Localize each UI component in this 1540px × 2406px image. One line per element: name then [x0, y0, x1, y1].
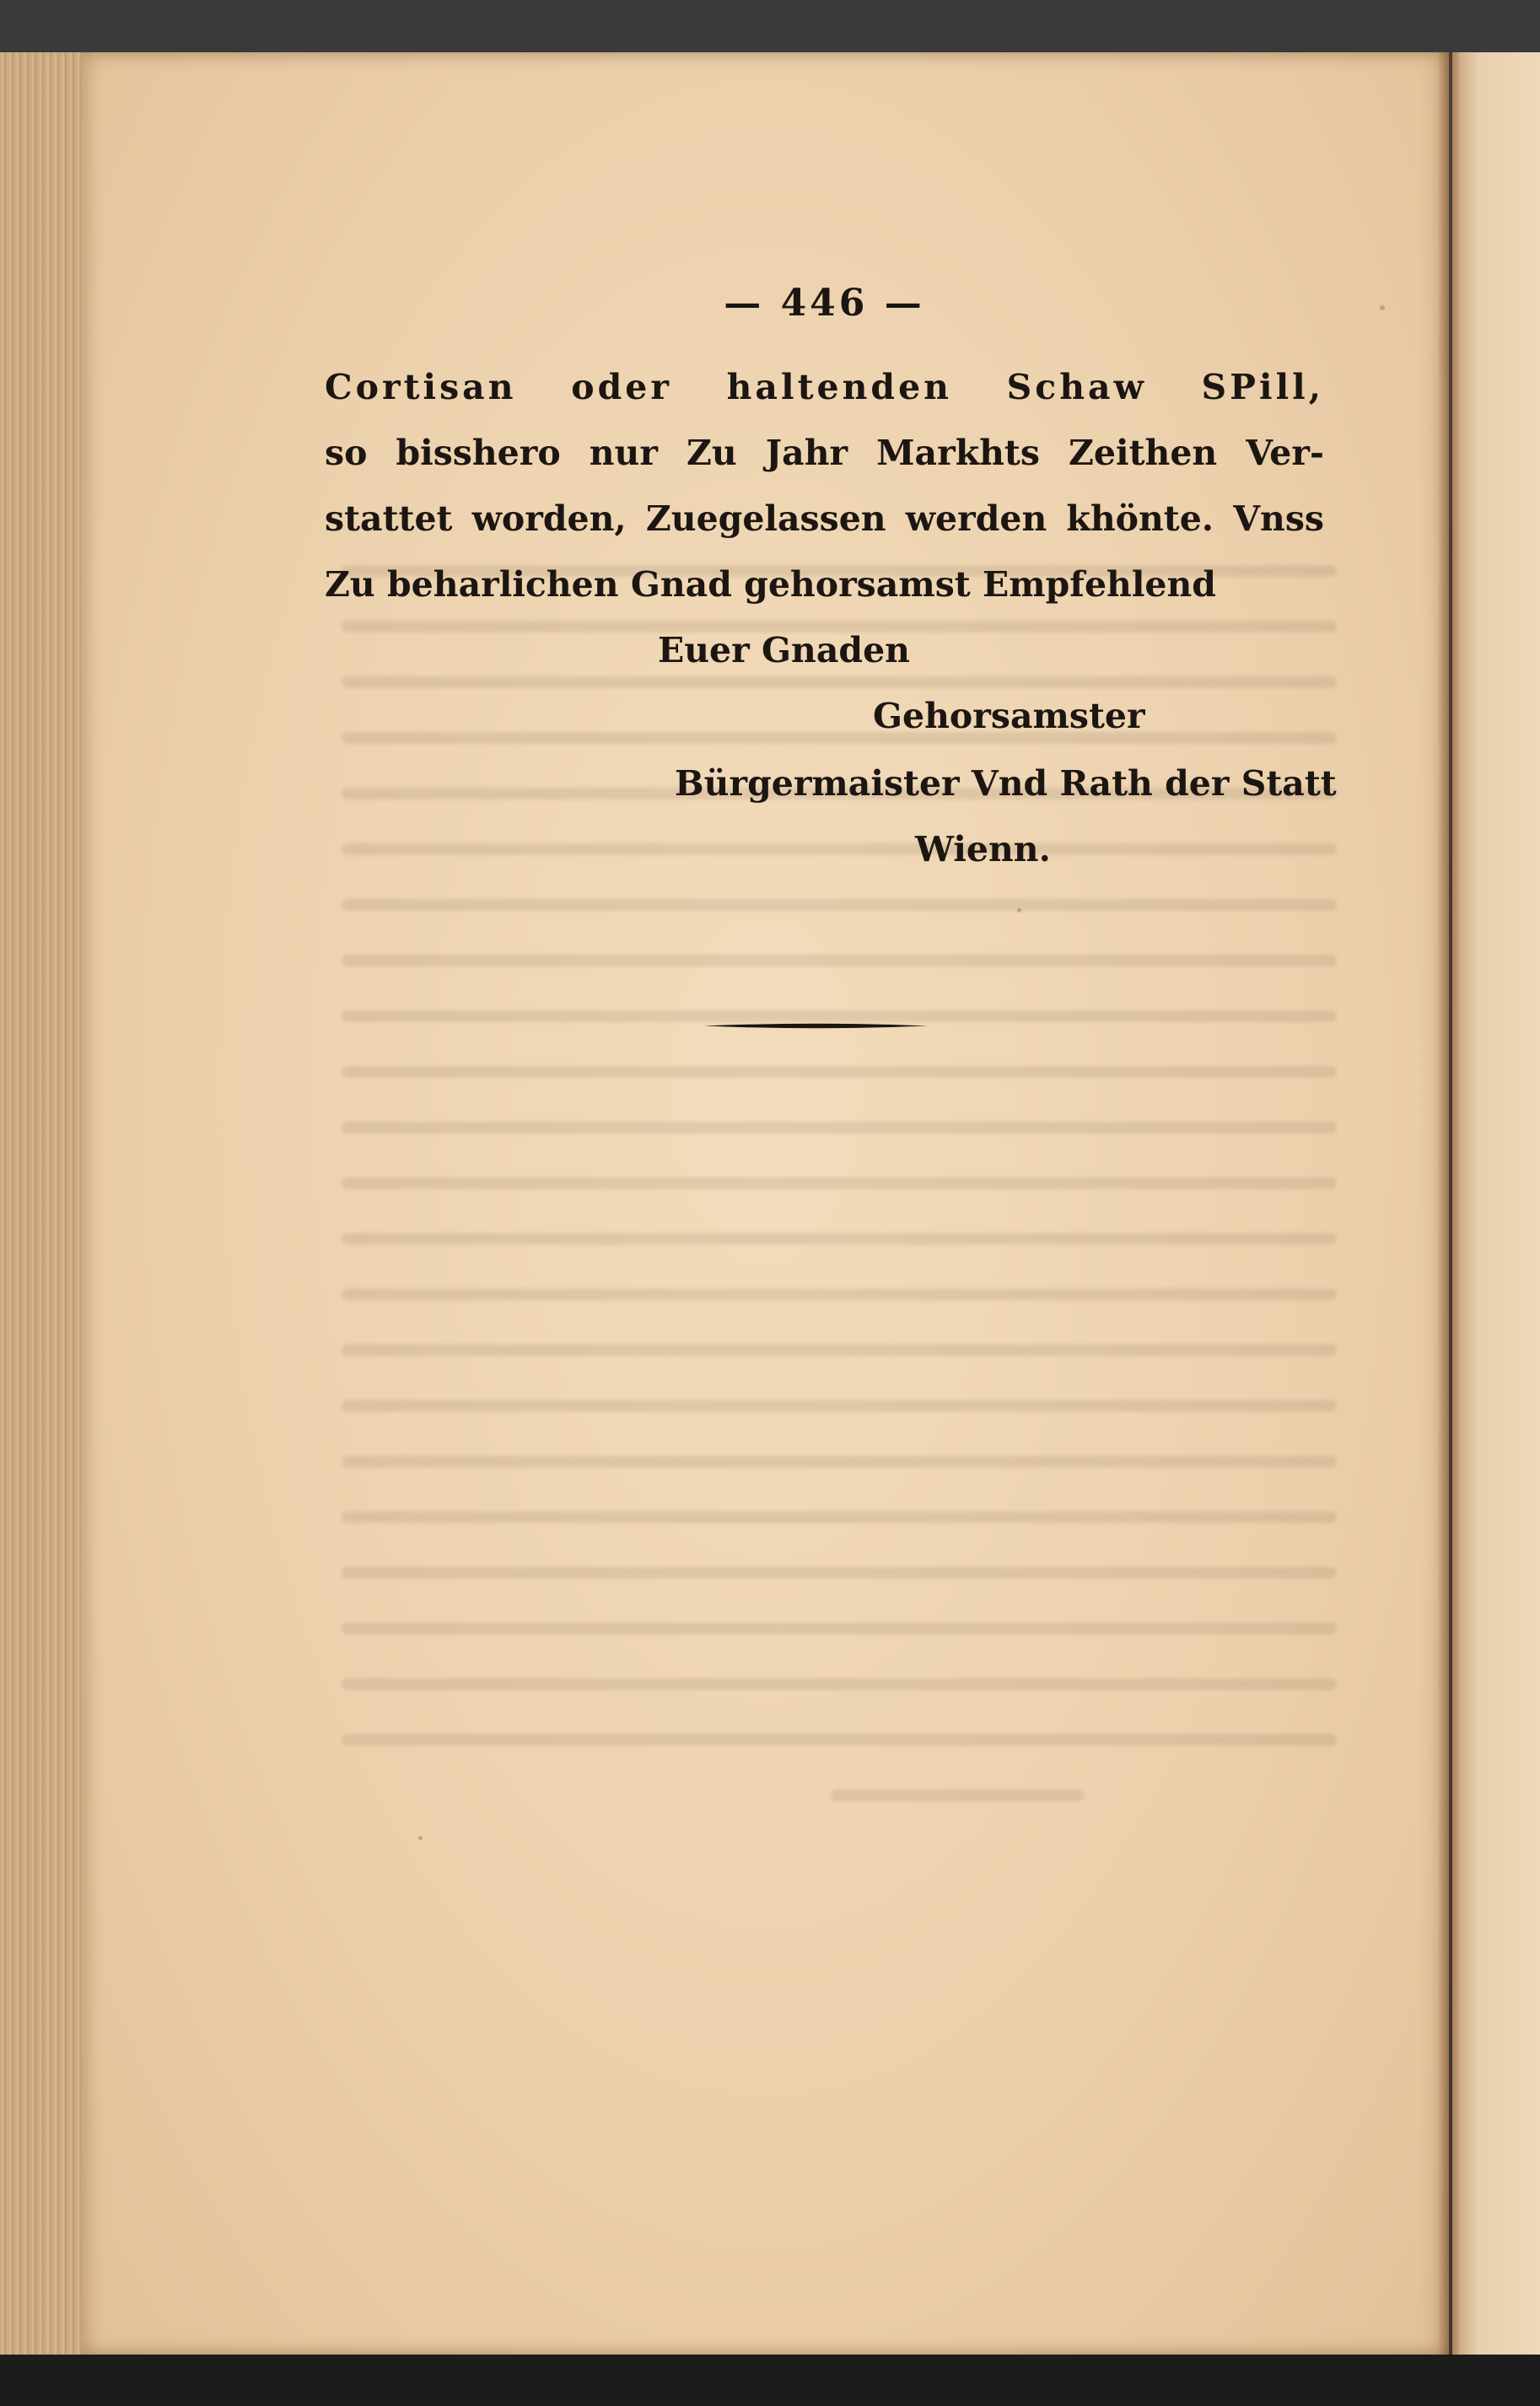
body-line-3: stattet worden, Zuegelassen werden khönte. Vnss — [325, 498, 1324, 539]
page-number: — 446 — — [724, 282, 925, 325]
paper-spot — [418, 1836, 423, 1840]
book-gutter — [1437, 52, 1459, 2355]
body-line-1: Cortisan oder haltenden Schaw SPill, — [325, 367, 1324, 407]
salutation: Euer Gnaden — [658, 630, 910, 670]
paper-spot — [1380, 305, 1385, 310]
facing-page-edge — [1452, 52, 1540, 2355]
body-line-4: Zu beharlichen Gnad gehorsamst Empfehlend — [325, 564, 1216, 605]
body-line-2: so bisshero nur Zu Jahr Markhts Zeithen Ver- — [325, 433, 1324, 473]
scan-background — [0, 2355, 1540, 2406]
page-stack-edge — [0, 52, 86, 2355]
paper-spot — [1017, 908, 1021, 912]
signature-line-1: Gehorsamster — [873, 696, 1145, 736]
signature-line-2: Bürgermaister Vnd Rath der Statt — [675, 763, 1337, 804]
ornamental-rule — [704, 1022, 928, 1030]
signature-line-3: Wienn. — [915, 829, 1051, 869]
